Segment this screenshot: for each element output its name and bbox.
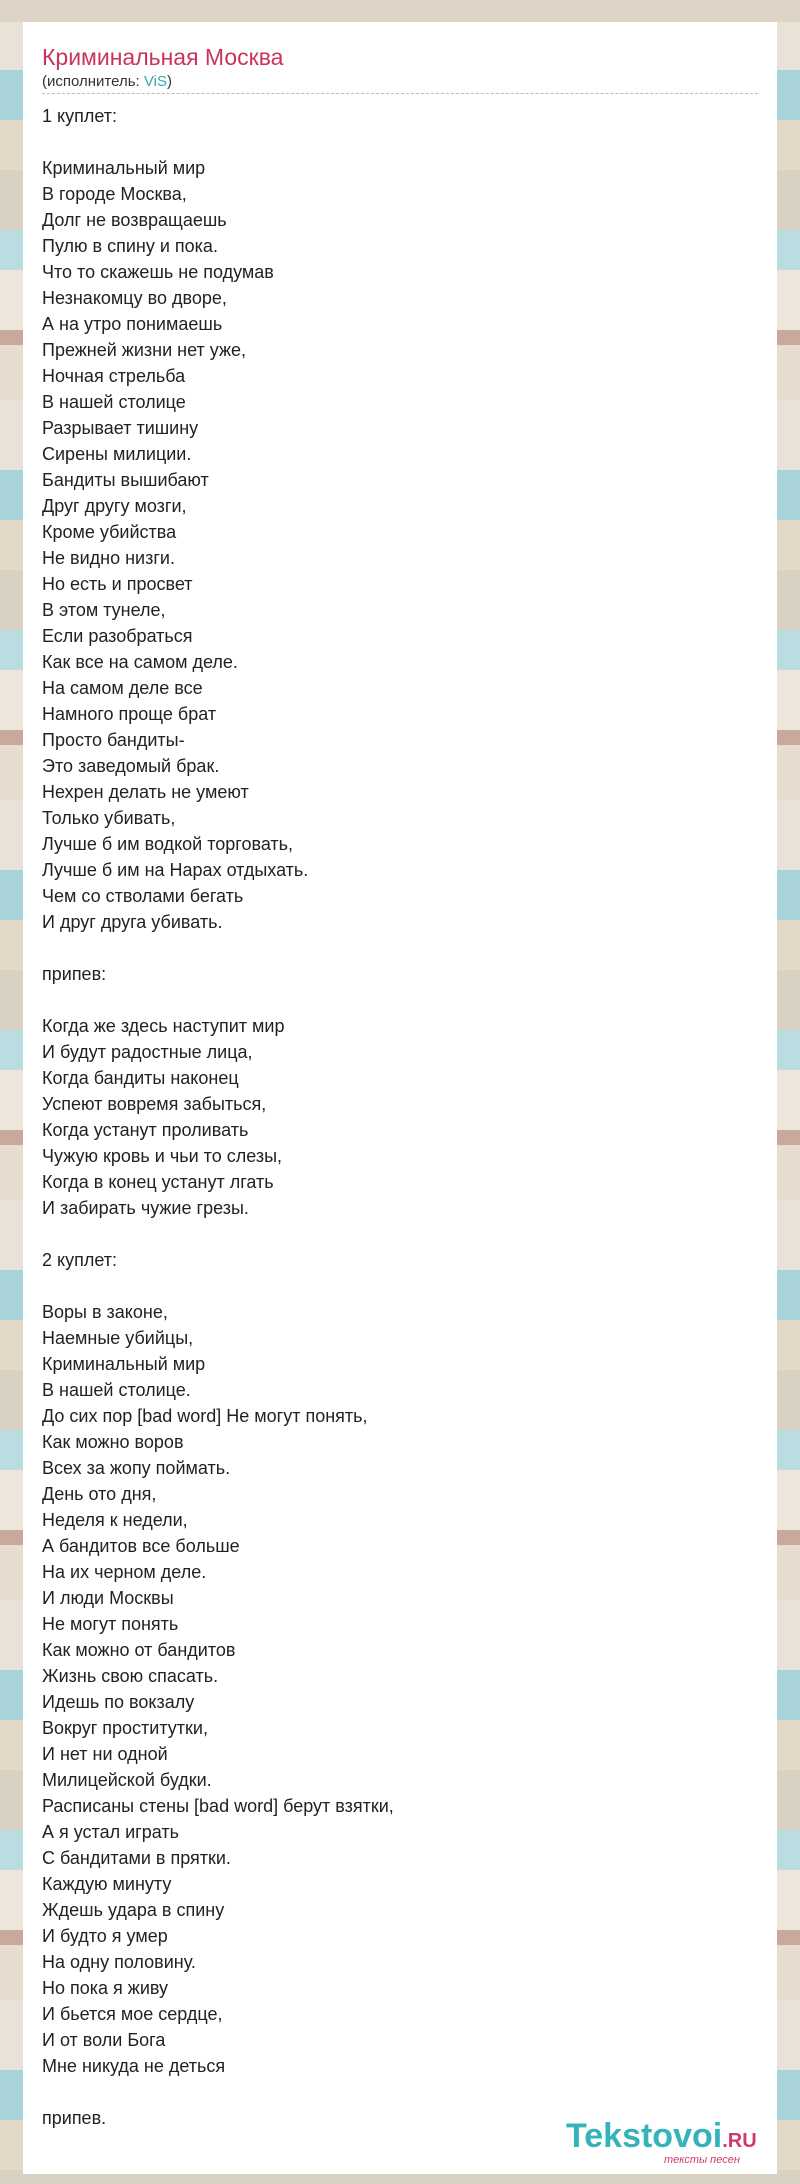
performer-line — [42, 73, 172, 91]
lyric-line: А я устал играть — [42, 1822, 179, 1842]
lyric-line: День ото дня, — [42, 1484, 157, 1504]
lyric-line — [42, 2079, 758, 2105]
performer-prefix: (исполнитель: — [42, 73, 144, 90]
lyric-line: Идешь по вокзалу — [42, 1692, 195, 1712]
lyric-line: И будто я умер — [42, 1926, 168, 1946]
lyric-line — [42, 987, 758, 1013]
lyric-line: Это заведомый брак. — [42, 756, 220, 776]
lyric-line: Долг не возвращаешь — [42, 210, 227, 230]
lyric-line: На самом деле все — [42, 678, 203, 698]
lyric-line: Когда в конец устанут лгать — [42, 1172, 274, 1192]
lyric-line: А бандитов все больше — [42, 1536, 240, 1556]
lyric-line: Просто бандиты- — [42, 730, 185, 750]
lyric-line: Незнакомцу во дворе, — [42, 288, 227, 308]
logo-tagline: тексты песен — [664, 2154, 740, 2166]
lyric-line: Когда бандиты наконец — [42, 1068, 239, 1088]
lyric-line: Когда же здесь наступит мир — [42, 1016, 285, 1036]
lyric-line: Сирены милиции. — [42, 444, 192, 464]
lyric-line: В нашей столице. — [42, 1380, 191, 1400]
lyric-line: Чем со стволами бегать — [42, 886, 244, 906]
lyric-line: Что то скажешь не подумав — [42, 262, 274, 282]
lyric-line: Ждешь удара в спину — [42, 1900, 225, 1920]
lyric-line: На одну половину. — [42, 1952, 196, 1972]
lyric-line: Не видно низги. — [42, 548, 175, 568]
lyric-line: И будут радостные лица, — [42, 1042, 253, 1062]
lyric-line: А на утро понимаешь — [42, 314, 223, 334]
page-title: Криминальная Москва — [42, 44, 284, 70]
lyric-line: С бандитами в прятки. — [42, 1848, 231, 1868]
site-logo[interactable] — [566, 2116, 766, 2172]
lyric-line: Только убивать, — [42, 808, 176, 828]
lyric-line: Жизнь свою спасать. — [42, 1666, 219, 1686]
lyric-line: Воры в законе, — [42, 1302, 168, 1322]
lyric-line: Кроме убийства — [42, 522, 177, 542]
lyric-line: Каждую минуту — [42, 1874, 172, 1894]
lyric-line: Друг другу мозги, — [42, 496, 187, 516]
performer-suffix: ) — [166, 73, 172, 90]
lyric-line: Когда устанут проливать — [42, 1120, 249, 1140]
lyric-line: Наемные убийцы, — [42, 1328, 194, 1348]
lyric-line: Пулю в спину и пока. — [42, 236, 218, 256]
lyric-line: Милицейской будки. — [42, 1770, 212, 1790]
lyric-line: Но пока я живу — [42, 1978, 169, 1998]
lyric-line: Вокруг проститутки, — [42, 1718, 208, 1738]
lyric-line: 2 куплет: — [42, 1250, 117, 1270]
lyric-line: Криминальный мир — [42, 1354, 206, 1374]
lyric-line — [42, 1273, 758, 1299]
lyric-line: До сих пор [bad word] Не могут понять, — [42, 1406, 368, 1426]
lyric-line: припев: — [42, 964, 107, 984]
lyric-line: И от воли Бога — [42, 2030, 166, 2050]
lyric-line — [42, 129, 758, 155]
lyric-line: Бандиты вышибают — [42, 470, 209, 490]
lyric-line: Успеют вовремя забыться, — [42, 1094, 267, 1114]
lyric-line: И бьется мое сердце, — [42, 2004, 223, 2024]
lyric-line — [42, 935, 758, 961]
lyric-line: Чужую кровь и чьи то слезы, — [42, 1146, 283, 1166]
lyric-line — [42, 1221, 758, 1247]
lyric-line: Но есть и просвет — [42, 574, 193, 594]
lyric-line: Не могут понять — [42, 1614, 179, 1634]
lyric-line: Разрывает тишину — [42, 418, 199, 438]
lyrics-card — [23, 22, 777, 2174]
logo-tld: .RU — [722, 2130, 757, 2152]
lyric-line: Намного проще брат — [42, 704, 217, 724]
lyric-line: Нехрен делать не умеют — [42, 782, 249, 802]
top-strip — [0, 0, 800, 22]
lyric-line: Как можно воров — [42, 1432, 184, 1452]
logo-main-text: Tekstovoi — [566, 2117, 723, 2155]
lyric-line: Всех за жопу поймать. — [42, 1458, 231, 1478]
lyric-line: И друг друга убивать. — [42, 912, 223, 932]
lyric-line: И забирать чужие грезы. — [42, 1198, 249, 1218]
lyric-line: В нашей столице — [42, 392, 186, 412]
artist-link[interactable]: ViS — [143, 73, 167, 90]
lyric-line: В этом тунеле, — [42, 600, 166, 620]
lyric-line: Лучше б им водкой торговать, — [42, 834, 294, 854]
lyric-line: Неделя к недели, — [42, 1510, 188, 1530]
title-divider — [42, 93, 758, 94]
lyric-line: 1 куплет: — [42, 106, 117, 126]
lyric-line: Криминальный мир — [42, 158, 206, 178]
lyric-line: припев. — [42, 2108, 107, 2128]
lyric-line: На их черном деле. — [42, 1562, 207, 1582]
lyric-line: Как все на самом деле. — [42, 652, 238, 672]
lyric-line: Лучше б им на Нарах отдыхать. — [42, 860, 309, 880]
lyric-line: В городе Москва, — [42, 184, 187, 204]
lyric-line: Как можно от бандитов — [42, 1640, 236, 1660]
lyric-line: И люди Москвы — [42, 1588, 174, 1608]
lyric-line: Расписаны стены [bad word] берут взятки, — [42, 1796, 394, 1816]
lyrics-text — [42, 103, 758, 2131]
lyric-line: Мне никуда не деться — [42, 2056, 226, 2076]
lyric-line: И нет ни одной — [42, 1744, 168, 1764]
lyric-line: Прежней жизни нет уже, — [42, 340, 247, 360]
lyric-line: Ночная стрельба — [42, 366, 186, 386]
lyric-line: Если разобраться — [42, 626, 193, 646]
